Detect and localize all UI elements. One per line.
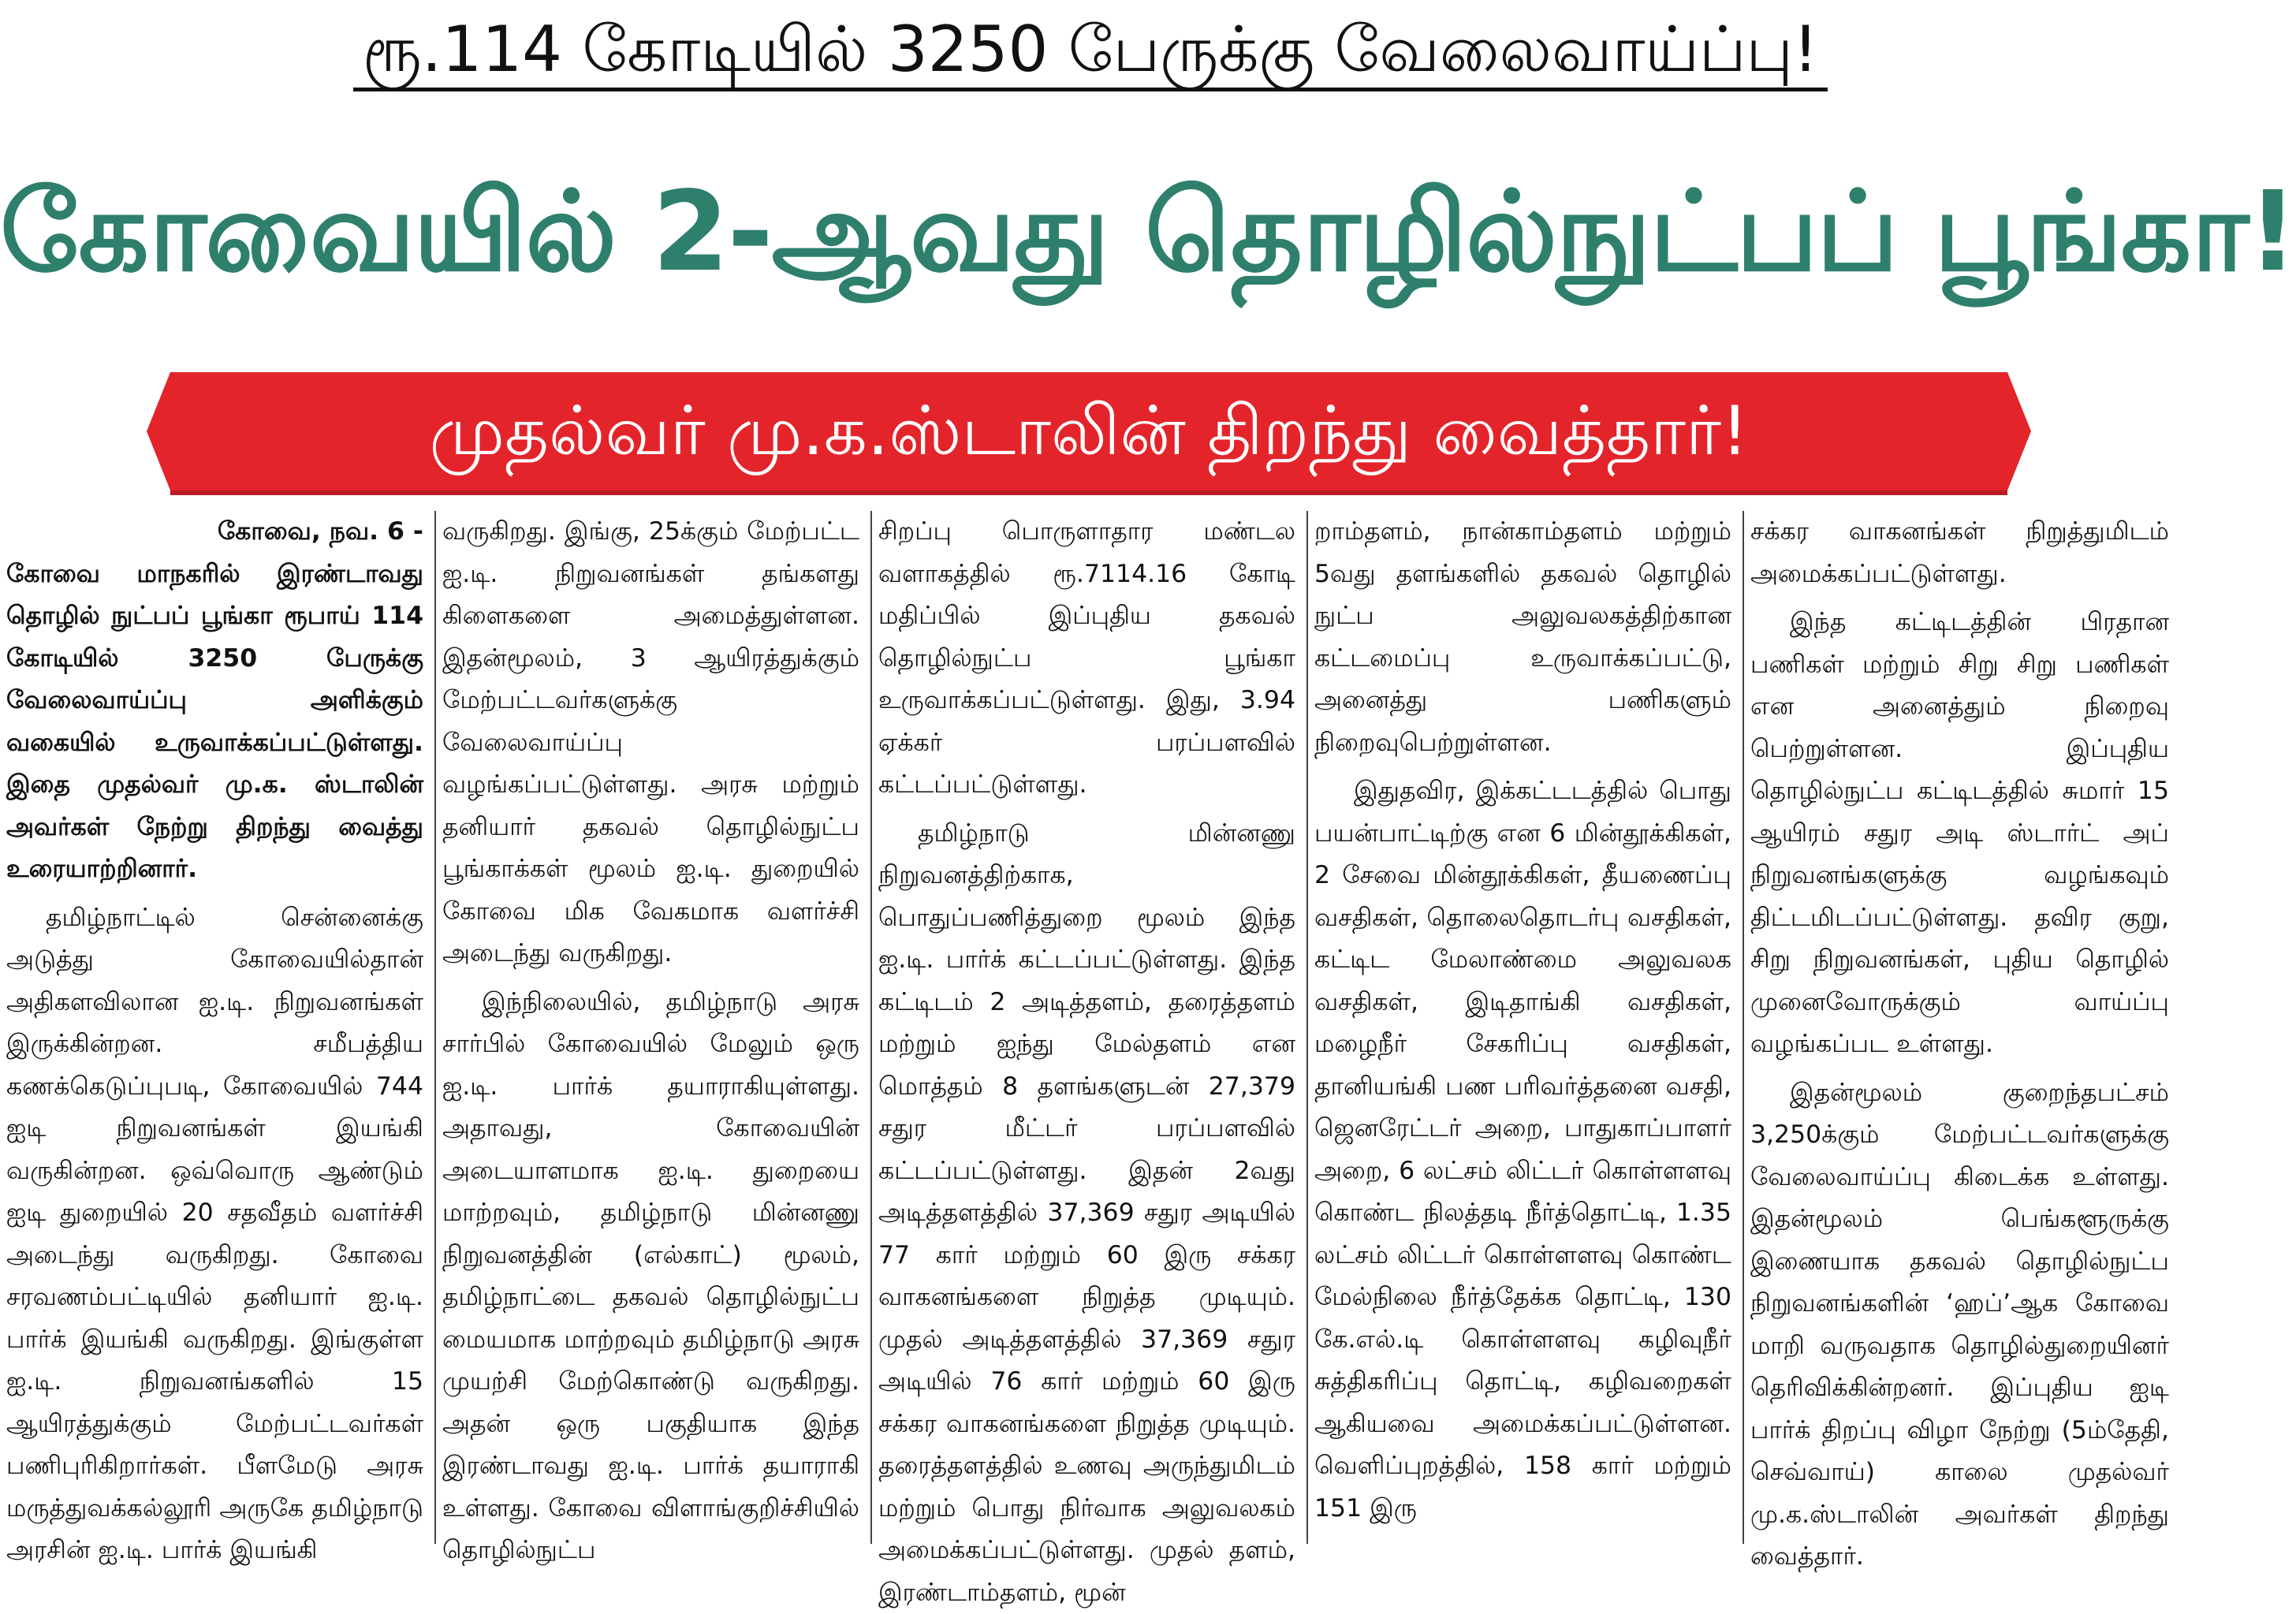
body-paragraph: தமிழ்நாடு மின்னணு நிறுவனத்திற்காக, பொதுப்பணித்துறை மூலம் இந்த ஐ.டி. பார்க் கட்டப்பட்டுள்ளது. இந்த கட்டிடம் 2 அடித்தளம், தரைத்தளம் மற்றும் ஐந்து மேல்தளம் என மொத்தம் 8 தளங்களுடன் 27,379 சதுர மீட்டர் பரப்பளவில் கட்டப்பட்டுள்ளது. இதன் 2வது அடித்தளத்தில் 37,369 சதுர அடியில் 77 கார் மற்றும் 60 இரு சக்கர வாகனங்களை நிறுத்த முடியும். முதல் அடித்தளத்தில் 37,369 சதுர அடியில் 76 கார் மற்றும் 60 இரு சக்கர வாகனங்களை நிறுத்த முடியும். தரைத்தளத்தில் உணவு அருந்துமிடம் மற்றும் பொது நிர்வாக அலுவலகம் அமைக்கப்பட்டுள்ளது. முதல் தளம், இரண்டாம்தளம், மூன் — [878, 813, 1295, 1614]
article-column-4 — [1308, 511, 1744, 1544]
article-column-2 — [436, 511, 872, 1544]
main-headline: கோவையில் 2-ஆவது தொழில்நுட்பப் பூங்கா! — [0, 118, 2181, 347]
article-column-1 — [0, 511, 436, 1544]
body-paragraph: சக்கர வாகனங்கள் நிறுத்துமிடம் அமைக்கப்பட்டுள்ளது. — [1750, 511, 2169, 595]
body-paragraph: வருகிறது. இங்கு, 25க்கும் மேற்பட்ட ஐ.டி. நிறுவனங்கள் தங்களது கிளைகளை அமைத்துள்ளன. இதன்மூலம், 3 ஆயிரத்துக்கும் மேற்பட்டவர்களுக்கு வேலைவாய்ப்பு வழங்கப்பட்டுள்ளது. அரசு மற்றும் தனியார் தகவல் தொழில்நுட்ப பூங்காக்கள் மூலம் ஐ.டி. துறையில் கோவை மிக வேகமாக வளர்ச்சி அடைந்து வருகிறது. — [442, 511, 859, 975]
article-column-3 — [872, 511, 1308, 1544]
dateline: கோவை, நவ. 6 - — [6, 511, 423, 554]
body-paragraph: இதன்மூலம் குறைந்தபட்சம் 3,250க்கும் மேற்பட்டவர்களுக்கு வேலைவாய்ப்பு கிடைக்க உள்ளது. இதன்மூலம் பெங்களூருக்கு இணையாக தகவல் தொழில்நுட்ப நிறுவனங்களின் ‘ஹப்’ஆக கோவை மாறி வருவதாக தொழில்துறையினர் தெரிவிக்கின்றனர். இப்புதிய ஐடி பார்க் திறப்பு விழா நேற்று (5ம்தேதி, செவ்வாய்) காலை முதல்வர் மு.க.ஸ்டாலின் அவர்கள் திறந்து வைத்தார். — [1750, 1072, 2169, 1579]
kicker-text: ரூ.114 கோடியில் 3250 பேருக்கு வேலைவாய்ப்பு! — [353, 13, 1828, 91]
body-paragraph: றாம்தளம், நான்காம்தளம் மற்றும் 5வது தளங்களில் தகவல் தொழில் நுட்ப அலுவலகத்திற்கான கட்டமைப்பு உருவாக்கப்பட்டு, அனைத்து பணிகளும் நிறைவுபெற்றுள்ளன. — [1314, 511, 1731, 764]
body-paragraph: இந்த கட்டிடத்தின் பிரதான பணிகள் மற்றும் சிறு சிறு பணிகள் என அனைத்தும் நிறைவு பெற்றுள்ளன. இப்புதிய தொழில்நுட்ப கட்டிடத்தில் சுமார் 15 ஆயிரம் சதுர அடி ஸ்டார்ட் அப் நிறுவனங்களுக்கு வழங்கவும் திட்டமிடப்பட்டுள்ளது. தவிர குறு, சிறு நிறுவனங்கள், புதிய தொழில் முனைவோருக்கும் வாய்ப்பு வழங்கப்பட உள்ளது. — [1750, 602, 2169, 1066]
body-paragraph: இதுதவிர, இக்கட்டடத்தில் பொது பயன்பாட்டிற்கு என 6 மின்தூக்கிகள், 2 சேவை மின்தூக்கிகள், தீயணைப்பு வசதிகள், தொலைதொடர்பு வசதிகள், கட்டிட மேலாண்மை அலுவலக வசதிகள், இடிதாங்கி வசதிகள், மழைநீர் சேகரிப்பு வசதிகள், தானியங்கி பண பரிவர்த்தனை வசதி, ஜெனரேட்டர் அறை, பாதுகாப்பாளர் அறை, 6 லட்சம் லிட்டர் கொள்ளளவு கொண்ட நிலத்தடி நீர்த்தொட்டி, 1.35 லட்சம் லிட்டர் கொள்ளளவு கொண்ட மேல்நிலை நீர்த்தேக்க தொட்டி, 130 கே.எல்.டி கொள்ளளவு கழிவுநீர் சுத்திகரிப்பு தொட்டி, கழிவறைகள் ஆகியவை அமைக்கப்பட்டுள்ளன. வெளிப்புறத்தில், 158 கார் மற்றும் 151 இரு — [1314, 770, 1731, 1530]
article-column-5 — [1744, 511, 2180, 1544]
kicker-headline — [0, 6, 2181, 93]
lead-paragraph: கோவை மாநகரில் இரண்டாவது தொழில் நுட்பப் பூங்கா ரூபாய் 114 கோடியில் 3250 பேருக்கு வேலைவாய்ப்பு அளிக்கும் வகையில் உருவாக்கப்பட்டுள்ளது. இதை முதல்வர் மு.க. ஸ்டாலின் அவர்கள் நேற்று திறந்து வைத்து உரையாற்றினார். — [6, 554, 423, 891]
subheadline-banner: முதல்வர் மு.க.ஸ்டாலின் திறந்து வைத்தார்! — [170, 372, 2007, 490]
body-paragraph: தமிழ்நாட்டில் சென்னைக்கு அடுத்து கோவையில்தான் அதிகளவிலான ஐ.டி. நிறுவனங்கள் இருக்கின்றன. சமீபத்திய கணக்கெடுப்புபடி, கோவையில் 744 ஐடி நிறுவனங்கள் இயங்கி வருகின்றன. ஒவ்வொரு ஆண்டும் ஐடி துறையில் 20 சதவீதம் வளர்ச்சி அடைந்து வருகிறது. கோவை சரவணம்பட்டியில் தனியார் ஐ.டி. பார்க் இயங்கி வருகிறது. இங்குள்ள ஐ.டி. நிறுவனங்களில் 15 ஆயிரத்துக்கும் மேற்பட்டவர்கள் பணிபுரிகிறார்கள். பீளமேடு அரசு மருத்துவக்கல்லூரி அருகே தமிழ்நாடு அரசின் ஐ.டி. பார்க் இயங்கி — [6, 897, 423, 1572]
article-columns — [0, 511, 2181, 1544]
body-paragraph: இந்நிலையில், தமிழ்நாடு அரசு சார்பில் கோவையில் மேலும் ஒரு ஐ.டி. பார்க் தயாராகியுள்ளது. அதாவது, கோவையின் அடையாளமாக ஐ.டி. துறையை மாற்றவும், தமிழ்நாடு மின்னணு நிறுவனத்தின் (எல்காட்) மூலம், தமிழ்நாட்டை தகவல் தொழில்நுட்ப மையமாக மாற்றவும் தமிழ்நாடு அரசு முயற்சி மேற்கொண்டு வருகிறது. அதன் ஒரு பகுதியாக இந்த இரண்டாவது ஐ.டி. பார்க் தயாராகி உள்ளது. கோவை விளாங்குறிச்சியில் தொழில்நுட்ப — [442, 982, 859, 1572]
body-paragraph: சிறப்பு பொருளாதார மண்டல வளாகத்தில் ரூ.7114.16 கோடி மதிப்பில் இப்புதிய தகவல் தொழில்நுட்ப பூங்கா உருவாக்கப்பட்டுள்ளது. இது, 3.94 ஏக்கர் பரப்பளவில் கட்டப்பட்டுள்ளது. — [878, 511, 1295, 807]
